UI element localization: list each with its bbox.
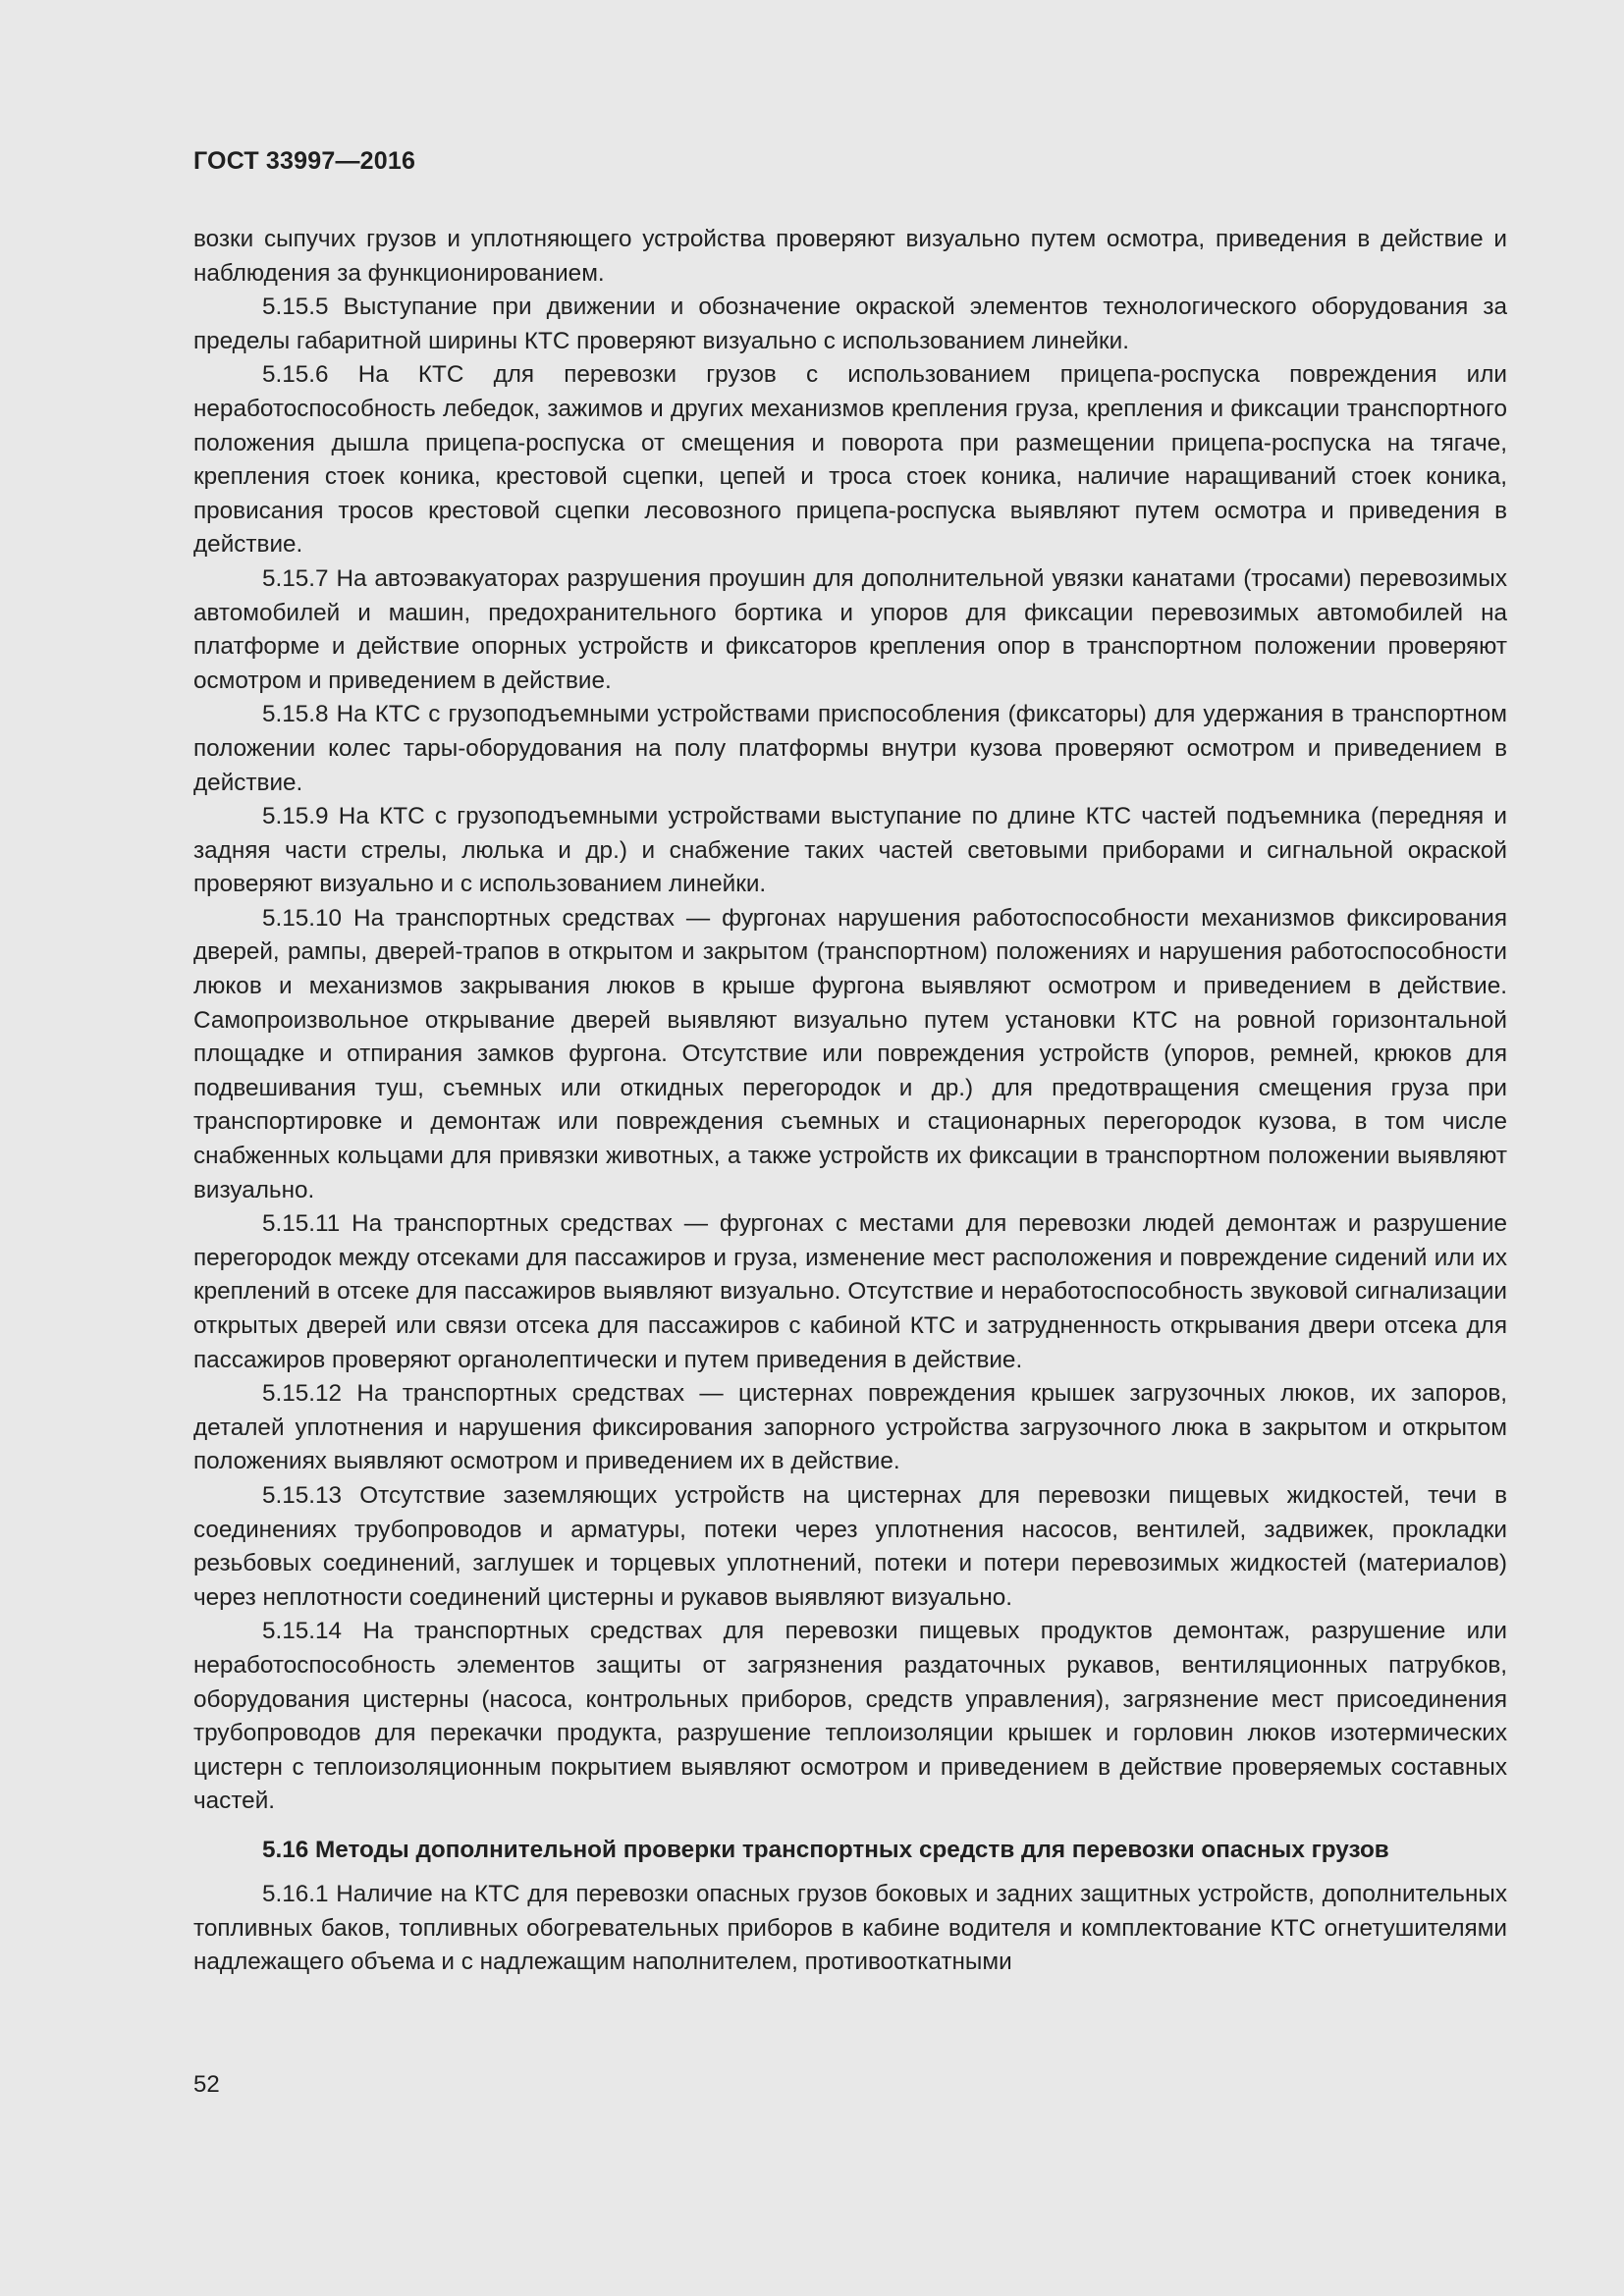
paragraph-5-15-11: 5.15.11 На транспортных средствах — фургонах с местами для перевозки людей демонтаж и разрушение перегородок между отсеками для пассажиров и груза, изменение мест расположения и повреждение сидений или их креплений в отсеке для пассажиров выявляют визуально. Отсутствие и неработоспособность звуковой сигнализации открытых дверей или связи отсека для пассажиров с кабиной КТС и затрудненность открывания двери отсека для пассажиров проверяют органолептически и путем приведения в действие. (193, 1210, 1507, 1373)
paragraph-5-15-12: 5.15.12 На транспортных средствах — цистернах повреждения крышек загрузочных люков, их запоров, деталей уплотнения и нарушения фиксирования запорного устройства загрузочного люка в закрытом и открытом положениях выявляют осмотром и приведением их в действие. (193, 1380, 1507, 1475)
paragraph-5-15-8: 5.15.8 На КТС с грузоподъемными устройствами приспособления (фиксаторы) для удержания в транспортном положении колес тары-оборудования на полу платформы внутри кузова проверяют осмотром и приведением в действие. (193, 701, 1507, 796)
paragraph-5-15-14: 5.15.14 На транспортных средствах для перевозки пищевых продуктов демонтаж, разрушение или неработоспособность элементов защиты от загрязнения раздаточных рукавов, вентиляционных патрубков, оборудования цистерны (насоса, контрольных приборов, средств управления), загрязнение мест присоединения трубопроводов для перекачки продукта, разрушение теплоизоляции крышек и горловин люков изотермических цистерн с теплоизоляционным покрытием выявляют осмотром и приведением в действие проверяемых составных частей. (193, 1618, 1507, 1815)
paragraph-5-15-7: 5.15.7 На автоэвакуаторах разрушения проушин для дополнительной увязки канатами (тросами) перевозимых автомобилей и машин, предохранительного бортика и упоров для фиксации перевозимых автомобилей на платформе и действие опорных устройств и фиксаторов крепления опор в транспортном положении проверяют осмотром и приведением в действие. (193, 564, 1507, 694)
paragraph-5-15-13: 5.15.13 Отсутствие заземляющих устройств на цистернах для перевозки пищевых жидкостей, течи в соединениях трубопроводов и арматуры, потеки через уплотнения насосов, вентилей, задвижек, прокладки резьбовых соединений, заглушек и торцевых уплотнений, потеки и потери перевозимых жидкостей (материалов) через неплотности соединений цистерны и рукавов выявляют визуально. (193, 1481, 1507, 1611)
page-number: 52 (193, 2071, 220, 2098)
document-page (193, 0, 1507, 2296)
section-heading-5-16: 5.16 Методы дополнительной проверки транспортных средств для перевозки опасных грузов (262, 1836, 1389, 1863)
paragraph-5-15-5: 5.15.5 Выступание при движении и обозначение окраской элементов технологического оборудования за пределы габаритной ширины КТС проверяют визуально с использованием линейки. (193, 294, 1507, 354)
paragraph-5-15-9: 5.15.9 На КТС с грузоподъемными устройствами выступание по длине КТС частей подъемника (передняя и задняя части стрелы, люлька и др.) и снабжение таких частей световыми приборами и сигнальной окраской проверяют визуально и с использованием линейки. (193, 803, 1507, 898)
document-header: ГОСТ 33997—2016 (193, 147, 416, 175)
paragraph-5-15-6: 5.15.6 На КТС для перевозки грузов с использованием прицепа-роспуска повреждения или неработоспособность лебедок, зажимов и других механизмов крепления груза, крепления и фиксации транспортного положения дышла прицепа-роспуска от смещения и поворота при размещении прицепа-роспуска на тягаче, крепления стоек коника, крестовой сцепки, цепей и троса стоек коника, наличие наращиваний стоек коника, провисания тросов крестовой сцепки лесовозного прицепа-роспуска выявляют путем осмотра и приведения в действие. (193, 361, 1507, 559)
paragraph-5-16-1: 5.16.1 Наличие на КТС для перевозки опасных грузов боковых и задних защитных устройств, дополнительных топливных баков, топливных обогревательных приборов в кабине водителя и комплектование КТС огнетушителями надлежащего объема и с надлежащим наполнителем, противооткатными (193, 1880, 1507, 1976)
paragraph-continuation: возки сыпучих грузов и уплотняющего устройства проверяют визуально путем осмотра, приведения в действие и наблюдения за функционированием. (193, 226, 1507, 287)
body-text (193, 223, 1507, 1980)
paragraph-5-15-10: 5.15.10 На транспортных средствах — фургонах нарушения работоспособности механизмов фиксирования дверей, рампы, дверей-трапов в открытом и закрытом (транспортном) положениях и нарушения работоспособности люков и механизмов закрывания люков в крыше фургона выявляют осмотром и приведением в действие. Самопроизвольное открывание дверей выявляют визуально путем установки КТС на ровной горизонтальной площадке и отпирания замков фургона. Отсутствие или повреждения устройств (упоров, ремней, крюков для подвешивания туш, съемных или откидных перегородок и др.) для предотвращения смещения груза при транспортировке и демонтаж или повреждения съемных и стационарных перегородок кузова, в том числе снабженных кольцами для привязки животных, а также устройств их фиксации в транспортном положении выявляют визуально. (193, 904, 1507, 1203)
